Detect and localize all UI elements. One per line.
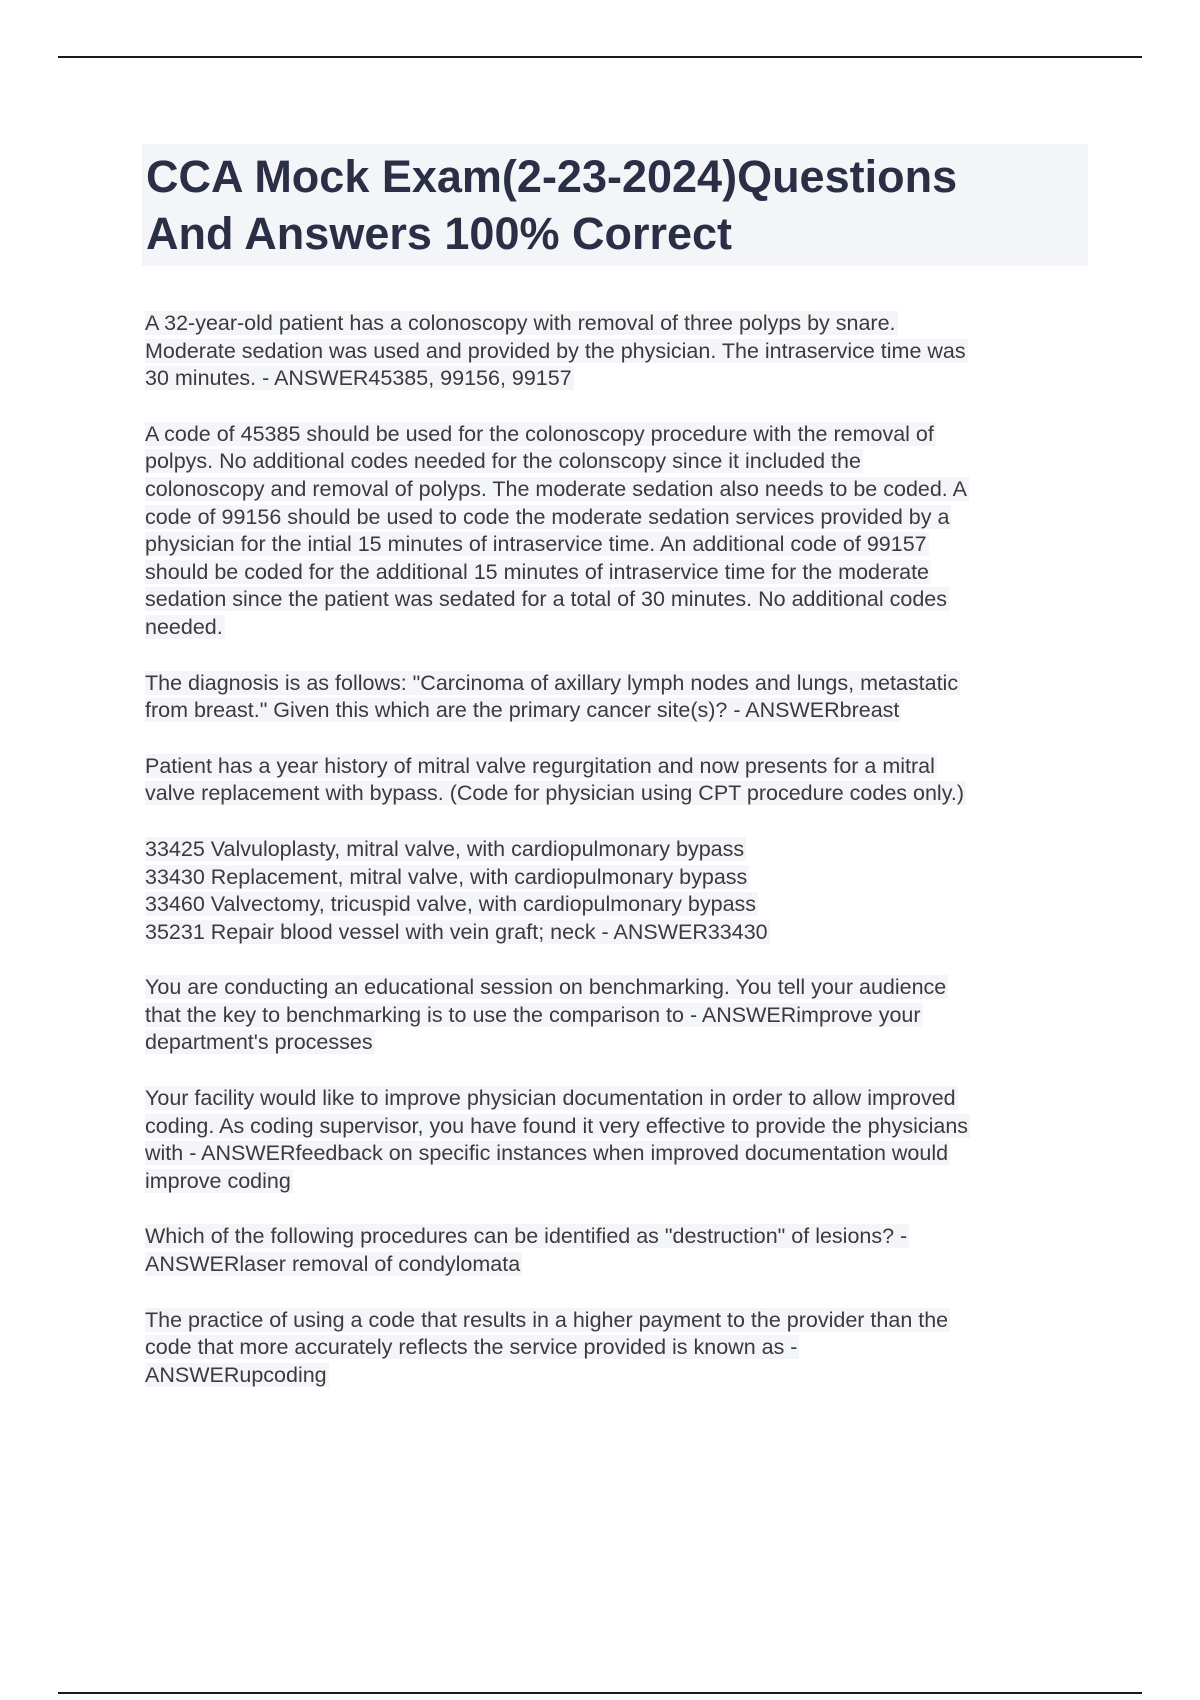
line-text: from breast." Given this which are the primary cancer site(s)? - ANSWERbreast	[145, 698, 900, 723]
paragraph-line	[145, 891, 1075, 919]
title-block	[142, 144, 1088, 266]
line-text: You are conducting an educational session on benchmarking. You tell your audience	[145, 975, 947, 1000]
document-body	[145, 310, 1075, 1417]
line-text: coding. As coding supervisor, you have found it very effective to provide the physicians	[145, 1113, 969, 1138]
line-text: 33460 Valvectomy, tricuspid valve, with cardiopulmonary bypass	[145, 892, 757, 917]
line-text: Patient has a year history of mitral valve regurgitation and now presents for a mitral	[145, 753, 935, 778]
line-text: ANSWERupcoding	[145, 1362, 327, 1387]
paragraph-line	[145, 780, 1075, 808]
paragraph-line	[145, 1307, 1075, 1335]
paragraph-line	[145, 697, 1075, 725]
paragraph-line	[145, 1223, 1075, 1251]
qa-paragraph	[145, 1307, 1075, 1390]
header-rule	[58, 56, 1142, 58]
paragraph-line	[145, 559, 1075, 587]
line-text: department's processes	[145, 1030, 373, 1055]
line-text: A 32-year-old patient has a colonoscopy with removal of three polyps by snare.	[145, 311, 896, 335]
paragraph-line	[145, 753, 1075, 781]
paragraph-line	[145, 1140, 1075, 1168]
qa-paragraph	[145, 310, 1075, 393]
paragraph-line	[145, 531, 1075, 559]
qa-paragraph	[145, 670, 1075, 725]
line-text: A code of 45385 should be used for the colonoscopy procedure with the removal of	[145, 421, 934, 446]
paragraph-line	[145, 614, 1075, 642]
line-text: that the key to benchmarking is to use the comparison to - ANSWERimprove your	[145, 1002, 921, 1027]
title-line: And Answers 100% Correct	[146, 208, 733, 259]
qa-paragraph	[145, 753, 1075, 808]
paragraph-line	[145, 1168, 1075, 1196]
paragraph-line	[145, 1251, 1075, 1279]
line-text: Your facility would like to improve physician documentation in order to allow improved	[145, 1086, 956, 1111]
line-text: needed.	[145, 614, 223, 639]
line-text: code that more accurately reflects the service provided is known as -	[145, 1335, 798, 1360]
paragraph-line	[145, 670, 1075, 698]
line-text: 35231 Repair blood vessel with vein graft; neck - ANSWER33430	[145, 919, 768, 944]
line-text: sedation since the patient was sedated for a total of 30 minutes. No additional codes	[145, 587, 947, 612]
qa-paragraph	[145, 974, 1075, 1057]
qa-paragraph	[145, 836, 1075, 946]
document-title	[146, 148, 1084, 262]
paragraph-line	[145, 1002, 1075, 1030]
line-text: The diagnosis is as follows: "Carcinoma of axillary lymph nodes and lungs, metastatic	[145, 670, 959, 695]
line-text: valve replacement with bypass. (Code for physician using CPT procedure codes only.)	[145, 781, 964, 806]
paragraph-line	[145, 1334, 1075, 1362]
paragraph-line	[145, 1113, 1075, 1141]
line-text: ANSWERlaser removal of condylomata	[145, 1252, 521, 1277]
paragraph-line	[145, 310, 1075, 338]
paragraph-line	[145, 836, 1075, 864]
paragraph-line	[145, 1085, 1075, 1113]
footer-rule	[58, 1692, 1142, 1694]
line-text: with - ANSWERfeedback on specific instances when improved documentation would	[145, 1141, 949, 1166]
line-text: 30 minutes. - ANSWER45385, 99156, 99157	[145, 366, 572, 391]
qa-paragraph	[145, 1085, 1075, 1195]
paragraph-line	[145, 919, 1075, 947]
line-text: polpys. No additional codes needed for the colonscopy since it included the	[145, 449, 861, 474]
paragraph-line	[145, 421, 1075, 449]
paragraph-line	[145, 1362, 1075, 1390]
paragraph-line	[145, 504, 1075, 532]
line-text: Moderate sedation was used and provided by the physician. The intraservice time was	[145, 338, 966, 363]
line-text: should be coded for the additional 15 minutes of intraservice time for the moderate	[145, 559, 930, 584]
paragraph-line	[145, 1029, 1075, 1057]
paragraph-line	[145, 476, 1075, 504]
title-line: CCA Mock Exam(2-23-2024)Questions	[146, 151, 958, 202]
line-text: The practice of using a code that results in a higher payment to the provider than the	[145, 1307, 949, 1332]
paragraph-line	[145, 974, 1075, 1002]
paragraph-line	[145, 365, 1075, 393]
line-text: Which of the following procedures can be identified as "destruction" of lesions? -	[145, 1224, 908, 1249]
paragraph-line	[145, 864, 1075, 892]
line-text: colonoscopy and removal of polyps. The moderate sedation also needs to be coded. A	[145, 476, 967, 501]
line-text: 33430 Replacement, mitral valve, with cardiopulmonary bypass	[145, 864, 748, 889]
qa-paragraph	[145, 421, 1075, 642]
paragraph-line	[145, 586, 1075, 614]
line-text: improve coding	[145, 1168, 291, 1193]
paragraph-line	[145, 448, 1075, 476]
line-text: physician for the intial 15 minutes of intraservice time. An additional code of 99157	[145, 532, 927, 557]
paragraph-line	[145, 338, 1075, 366]
line-text: 33425 Valvuloplasty, mitral valve, with cardiopulmonary bypass	[145, 836, 745, 861]
line-text: code of 99156 should be used to code the moderate sedation services provided by a	[145, 504, 950, 529]
qa-paragraph	[145, 1223, 1075, 1278]
